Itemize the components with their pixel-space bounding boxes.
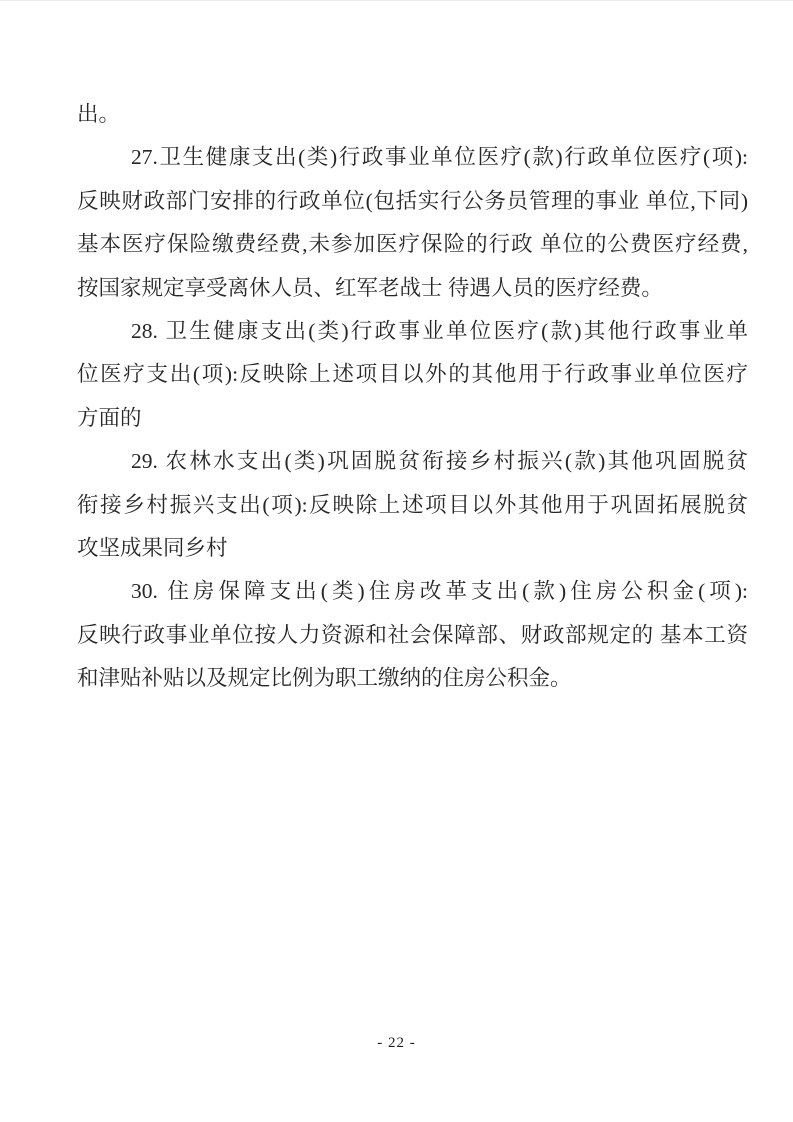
text-line: 按国家规定享受离休人员、红军老战士 待遇人员的医疗经费。: [77, 275, 663, 300]
text-line: 反映行政事业单位按人力资源和社会保障部、财政部规定的 基本工资: [77, 622, 748, 647]
text-line: 基本医疗保险缴费经费,未参加医疗保险的行政 单位的公费医疗经费,: [77, 232, 748, 257]
text-line: 28. 卫生健康支出(类)行政事业单位医疗(款)其他行政事业单: [131, 318, 748, 343]
text-line: 29. 农林水支出(类)巩固脱贫衔接乡村振兴(款)其他巩固脱贫: [131, 449, 748, 474]
document-body: [77, 93, 748, 700]
text-line: 27.卫生健康支出(类)行政事业单位医疗(款)行政单位医疗(项):: [131, 145, 748, 170]
text-line: 攻坚成果同乡村: [77, 535, 228, 560]
text-line: 30. 住房保障支出(类)住房改革支出(款)住房公积金(项):: [131, 579, 748, 604]
text-line: 位医疗支出(项):反映除上述项目以外的其他用于行政事业单位医疗: [77, 362, 748, 387]
text-line: 反映财政部门安排的行政单位(包括实行公务员管理的事业 单位,下同): [77, 188, 748, 213]
text-line: 衔接乡村振兴支出(项):反映除上述项目以外其他用于巩固拓展脱贫: [77, 492, 748, 517]
page-number: - 22 -: [377, 1035, 416, 1051]
text-line: 方面的: [77, 405, 142, 430]
text-line: 出。: [77, 102, 121, 126]
text-line: 和津贴补贴以及规定比例为职工缴纳的住房公积金。: [77, 666, 572, 691]
